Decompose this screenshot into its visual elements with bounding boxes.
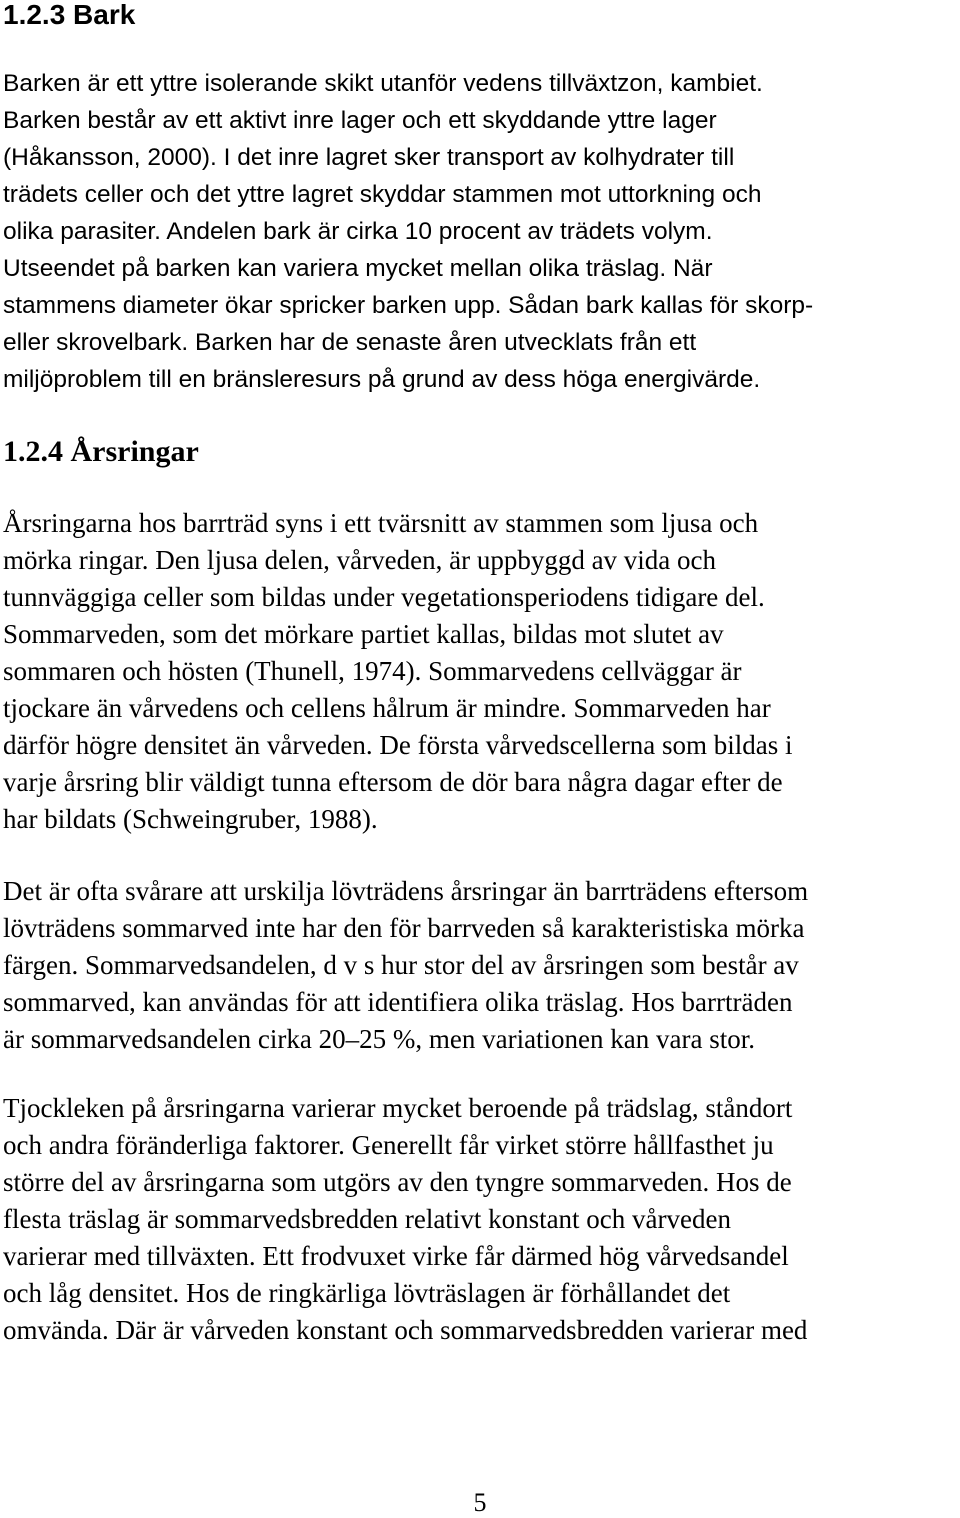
text-line: Årsringarna hos barrträd syns i ett tvärsnitt av stammen som ljusa och [3, 508, 759, 538]
paragraph-arsringar-3 [3, 1090, 959, 1349]
text-line: Det är ofta svårare att urskilja lövträdens årsringar än barrträdens eftersom [3, 876, 809, 906]
text-line: Barken är ett yttre isolerande skikt utanför vedens tillväxtzon, kambiet. [3, 70, 763, 97]
text-line: lövträdens sommarved inte har den för barrveden så karakteristiska mörka [3, 913, 805, 943]
section-heading-arsringar: 1.2.4 Årsringar [3, 435, 199, 468]
text-line: varierar med tillväxten. Ett frodvuxet virke får därmed hög vårvedsandel [3, 1241, 789, 1271]
section-heading-bark: 1.2.3 Bark [3, 0, 136, 30]
paragraph-bark [3, 65, 959, 398]
text-line: är sommarvedsandelen cirka 20–25 %, men variationen kan vara stor. [3, 1024, 755, 1054]
text-line: miljöproblem till en bränsleresurs på grund av dess höga energivärde. [3, 366, 761, 393]
text-line: trädets celler och det yttre lagret skyddar stammen mot uttorkning och [3, 181, 762, 208]
text-line: stammens diameter ökar spricker barken upp. Sådan bark kallas för skorp- [3, 292, 814, 319]
text-line: sommarved, kan användas för att identifiera olika träslag. Hos barrträden [3, 987, 793, 1017]
text-line: och låg densitet. Hos de ringkärliga lövträslagen är förhållandet det [3, 1278, 731, 1308]
text-line: har bildats (Schweingruber, 1988). [3, 804, 378, 834]
text-line: Sommarveden, som det mörkare partiet kallas, bildas mot slutet av [3, 619, 724, 649]
text-line: olika parasiter. Andelen bark är cirka 10 procent av trädets volym. [3, 218, 713, 245]
text-line: därför högre densitet än vårveden. De första vårvedscellerna som bildas i [3, 730, 793, 760]
text-line: Utseendet på barken kan variera mycket mellan olika träslag. När [3, 255, 713, 282]
text-line: och andra föränderliga faktorer. Generellt får virket större hållfasthet ju [3, 1130, 774, 1160]
text-line: varje årsring blir väldigt tunna eftersom de dör bara några dagar efter de [3, 767, 783, 797]
paragraph-arsringar-1 [3, 505, 959, 838]
text-line: tjockare än vårvedens och cellens hålrum är mindre. Sommarveden har [3, 693, 771, 723]
text-line: mörka ringar. Den ljusa delen, vårveden, är uppbyggd av vida och [3, 545, 717, 575]
text-line: Tjockleken på årsringarna varierar mycket beroende på trädslag, ståndort [3, 1093, 793, 1123]
text-line: eller skrovelbark. Barken har de senaste åren utvecklats från ett [3, 329, 697, 356]
text-line: färgen. Sommarvedsandelen, d v s hur stor del av årsringen som består av [3, 950, 799, 980]
text-line: flesta träslag är sommarvedsbredden relativt konstant och vårveden [3, 1204, 731, 1234]
text-line: sommaren och hösten (Thunell, 1974). Sommarvedens cellväggar är [3, 656, 742, 686]
page-number: 5 [473, 1488, 487, 1517]
text-line: tunnväggiga celler som bildas under vegetationsperiodens tidigare del. [3, 582, 765, 612]
text-line: omvända. Där är vårveden konstant och sommarvedsbredden varierar med [3, 1315, 808, 1345]
text-line: (Håkansson, 2000). I det inre lagret sker transport av kolhydrater till [3, 144, 735, 171]
text-line: större del av årsringarna som utgörs av den tyngre sommarveden. Hos de [3, 1167, 792, 1197]
paragraph-arsringar-2 [3, 873, 959, 1058]
text-line: Barken består av ett aktivt inre lager och ett skyddande yttre lager [3, 107, 717, 134]
